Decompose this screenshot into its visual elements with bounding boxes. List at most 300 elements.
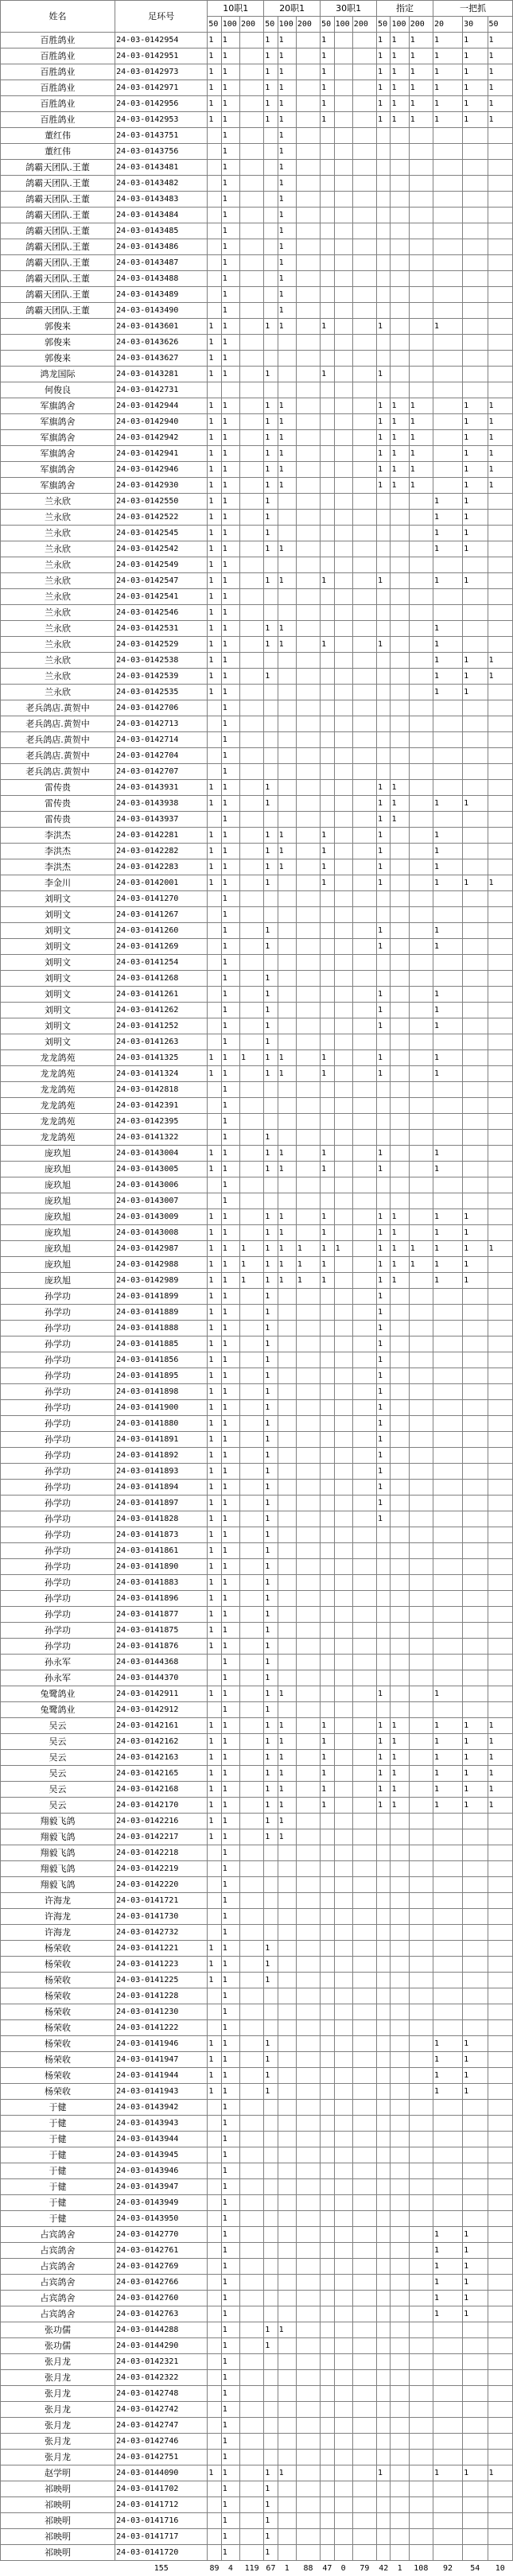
table-row <box>1 446 513 462</box>
entry-cell: 1 <box>221 1162 239 1177</box>
entry-cell <box>239 351 263 367</box>
entry-cell <box>239 2052 263 2068</box>
entry-cell <box>488 2052 513 2068</box>
entry-cell <box>296 844 320 859</box>
entry-cell <box>409 1893 433 1909</box>
entry-cell <box>488 2179 513 2195</box>
entry-cell <box>433 208 462 223</box>
ring-cell: 24-03-0143490 <box>115 303 208 319</box>
owner-cell: 老兵鸽店.黄贺中 <box>1 764 115 780</box>
entry-cell <box>409 2275 433 2291</box>
entry-cell <box>278 1034 296 1050</box>
entry-cell: 1 <box>377 1336 391 1352</box>
entry-cell <box>278 2386 296 2402</box>
entry-cell: 1 <box>208 526 221 541</box>
entry-cell <box>296 2402 320 2418</box>
header-sub: 100 <box>221 17 239 33</box>
entry-cell <box>208 1193 221 1209</box>
entry-cell <box>352 621 376 637</box>
entry-cell <box>334 2322 352 2338</box>
entry-cell <box>239 716 263 732</box>
owner-cell: 张月龙 <box>1 2450 115 2465</box>
entry-cell: 1 <box>463 2259 488 2275</box>
entry-cell <box>296 780 320 796</box>
owner-cell: 祁映明 <box>1 2529 115 2545</box>
table-row <box>1 1400 513 1416</box>
entry-cell <box>334 859 352 875</box>
entry-cell <box>488 2100 513 2116</box>
entry-cell <box>334 780 352 796</box>
table-row <box>1 430 513 446</box>
entry-cell <box>391 589 409 605</box>
table-row <box>1 1718 513 1734</box>
entry-cell <box>488 2243 513 2259</box>
entry-cell <box>463 939 488 955</box>
entry-cell: 1 <box>208 1464 221 1480</box>
entry-cell: 1 <box>488 1750 513 1766</box>
entry-cell <box>463 1909 488 1925</box>
entry-cell <box>409 748 433 764</box>
entry-cell <box>488 2227 513 2243</box>
entry-cell: 1 <box>221 2132 239 2147</box>
ring-cell: 24-03-0142217 <box>115 1829 208 1845</box>
header-group-5: 一把抓 <box>433 1 512 17</box>
entry-cell <box>239 2434 263 2450</box>
entry-cell: 1 <box>208 1607 221 1623</box>
table-row <box>1 2370 513 2386</box>
entry-cell: 1 <box>221 2275 239 2291</box>
entry-cell <box>208 2100 221 2116</box>
ring-cell: 24-03-0142165 <box>115 1766 208 1782</box>
entry-cell <box>352 700 376 716</box>
entry-cell <box>278 685 296 700</box>
entry-cell <box>278 1018 296 1034</box>
entry-cell <box>433 2418 462 2434</box>
entry-cell: 1 <box>377 939 391 955</box>
entry-cell <box>239 1480 263 1496</box>
entry-cell <box>377 653 391 669</box>
entry-cell <box>296 494 320 510</box>
entry-cell <box>463 1511 488 1527</box>
entry-cell: 1 <box>433 2068 462 2084</box>
entry-cell: 1 <box>377 1305 391 1321</box>
entry-cell <box>433 1591 462 1607</box>
entry-cell: 1 <box>208 1559 221 1575</box>
ring-cell: 24-03-0141222 <box>115 2020 208 2036</box>
entry-cell <box>264 1988 278 2004</box>
entry-cell <box>352 1829 376 1845</box>
entry-cell: 1 <box>221 1177 239 1193</box>
entry-cell: 1 <box>208 112 221 128</box>
entry-cell <box>296 1146 320 1162</box>
entry-cell <box>278 2052 296 2068</box>
entry-cell <box>239 1639 263 1655</box>
ring-cell: 24-03-0143949 <box>115 2195 208 2211</box>
table-row <box>1 1925 513 1941</box>
entry-cell <box>239 1114 263 1130</box>
entry-cell <box>334 2402 352 2418</box>
entry-cell <box>377 2291 391 2306</box>
entry-cell <box>463 1702 488 1718</box>
entry-cell <box>296 987 320 1003</box>
entry-cell <box>391 2195 409 2211</box>
entry-cell <box>296 1082 320 1098</box>
entry-cell: 1 <box>488 446 513 462</box>
entry-cell <box>463 2418 488 2434</box>
entry-cell <box>463 748 488 764</box>
owner-cell: 刘明文 <box>1 939 115 955</box>
entry-cell <box>409 1861 433 1877</box>
entry-cell <box>296 64 320 80</box>
entry-cell: 1 <box>488 398 513 414</box>
entry-cell: 1 <box>488 653 513 669</box>
entry-cell: 1 <box>409 430 433 446</box>
entry-cell <box>296 2052 320 2068</box>
entry-cell <box>409 1511 433 1527</box>
entry-cell <box>377 1130 391 1146</box>
entry-cell <box>239 1655 263 1670</box>
table-row <box>1 2195 513 2211</box>
entry-cell <box>208 812 221 828</box>
entry-cell: 1 <box>221 1845 239 1861</box>
entry-cell <box>208 2354 221 2370</box>
entry-cell <box>278 1575 296 1591</box>
entry-cell <box>377 2529 391 2545</box>
ring-cell: 24-03-0142283 <box>115 859 208 875</box>
entry-cell <box>321 1289 334 1305</box>
entry-cell <box>321 2497 334 2513</box>
ring-cell: 24-03-0142163 <box>115 1750 208 1766</box>
entry-cell <box>463 891 488 907</box>
entry-cell <box>321 1925 334 1941</box>
entry-cell <box>377 1925 391 1941</box>
entry-cell <box>488 1941 513 1957</box>
entry-cell <box>433 128 462 144</box>
entry-cell <box>391 1114 409 1130</box>
entry-cell <box>296 2481 320 2497</box>
entry-cell <box>352 605 376 621</box>
entry-cell: 1 <box>221 859 239 875</box>
entry-cell <box>264 812 278 828</box>
entry-cell: 1 <box>278 1782 296 1798</box>
entry-cell: 1 <box>391 446 409 462</box>
entry-cell <box>264 287 278 303</box>
entry-cell <box>391 2036 409 2052</box>
entry-cell <box>264 1098 278 1114</box>
entry-cell: 1 <box>377 367 391 382</box>
entry-cell <box>488 2147 513 2163</box>
entry-cell: 1 <box>264 510 278 526</box>
owner-cell: 孙永军 <box>1 1670 115 1686</box>
table-row <box>1 573 513 589</box>
ring-cell: 24-03-0141888 <box>115 1321 208 1336</box>
entry-cell <box>334 2020 352 2036</box>
table-row <box>1 2163 513 2179</box>
entry-cell <box>278 2275 296 2291</box>
entry-cell <box>488 971 513 987</box>
entry-cell: 1 <box>264 2068 278 2084</box>
entry-cell: 1 <box>433 923 462 939</box>
entry-cell <box>352 1146 376 1162</box>
entry-cell <box>296 2529 320 2545</box>
entry-cell: 1 <box>208 844 221 859</box>
entry-cell: 1 <box>221 1352 239 1368</box>
entry-cell <box>321 605 334 621</box>
entry-cell: 1 <box>391 112 409 128</box>
entry-cell: 1 <box>488 33 513 48</box>
entry-cell <box>239 2322 263 2338</box>
entry-cell: 1 <box>221 1925 239 1941</box>
entry-cell: 1 <box>433 96 462 112</box>
entry-cell: 1 <box>221 64 239 80</box>
entry-cell <box>352 939 376 955</box>
entry-cell <box>488 2322 513 2338</box>
entry-cell: 1 <box>221 1973 239 1988</box>
entry-cell: 1 <box>391 1241 409 1257</box>
entry-cell <box>239 1352 263 1368</box>
entry-cell <box>409 1798 433 1814</box>
entry-cell <box>488 160 513 176</box>
entry-cell: 1 <box>377 1798 391 1814</box>
entry-cell <box>409 2529 433 2545</box>
entry-cell <box>377 494 391 510</box>
entry-cell <box>433 382 462 398</box>
entry-cell <box>488 1686 513 1702</box>
owner-cell: 孙学功 <box>1 1559 115 1575</box>
entry-cell: 1 <box>221 2402 239 2418</box>
entry-cell: 1 <box>221 1782 239 1798</box>
entry-cell <box>463 780 488 796</box>
table-row <box>1 1384 513 1400</box>
entry-cell <box>463 1639 488 1655</box>
entry-cell <box>409 2004 433 2020</box>
entry-cell: 1 <box>278 160 296 176</box>
entry-cell: 1 <box>208 828 221 844</box>
entry-cell <box>239 637 263 653</box>
owner-cell: 孙学功 <box>1 1623 115 1639</box>
entry-cell: 1 <box>264 1416 278 1432</box>
entry-cell <box>296 764 320 780</box>
entry-cell <box>278 907 296 923</box>
entry-cell <box>239 764 263 780</box>
entry-cell <box>334 2434 352 2450</box>
entry-cell <box>463 859 488 875</box>
entry-cell: 1 <box>221 478 239 494</box>
owner-cell: 孙学功 <box>1 1575 115 1591</box>
entry-cell <box>391 2338 409 2354</box>
entry-cell: 1 <box>377 987 391 1003</box>
entry-cell <box>433 1416 462 1432</box>
entry-cell <box>377 2036 391 2052</box>
entry-cell <box>352 1670 376 1686</box>
ring-cell: 24-03-0142971 <box>115 80 208 96</box>
ring-cell: 24-03-0142769 <box>115 2259 208 2275</box>
table-row <box>1 2259 513 2275</box>
entry-cell <box>488 1559 513 1575</box>
entry-cell: 1 <box>221 732 239 748</box>
entry-cell: 1 <box>221 875 239 891</box>
entry-cell: 1 <box>264 2322 278 2338</box>
ring-cell: 24-03-0143487 <box>115 255 208 271</box>
entry-cell: 1 <box>208 859 221 875</box>
entry-cell: 1 <box>391 1734 409 1750</box>
entry-cell: 1 <box>208 1718 221 1734</box>
entry-cell <box>334 1798 352 1814</box>
entry-cell <box>239 2004 263 2020</box>
entry-cell <box>334 1209 352 1225</box>
entry-cell: 1 <box>264 541 278 557</box>
entry-cell <box>352 2354 376 2370</box>
entry-cell <box>409 128 433 144</box>
entry-cell <box>239 1607 263 1623</box>
entry-cell <box>463 1686 488 1702</box>
table-row <box>1 1146 513 1162</box>
entry-cell <box>391 367 409 382</box>
table-row <box>1 1639 513 1655</box>
ring-cell: 24-03-0141262 <box>115 1003 208 1018</box>
entry-cell <box>334 923 352 939</box>
entry-cell <box>296 669 320 685</box>
entry-cell <box>377 2338 391 2354</box>
entry-cell: 1 <box>208 1336 221 1352</box>
entry-cell <box>278 2100 296 2116</box>
entry-cell <box>463 176 488 192</box>
entry-cell <box>488 239 513 255</box>
entry-cell <box>409 1368 433 1384</box>
entry-cell <box>352 446 376 462</box>
entry-cell <box>296 812 320 828</box>
entry-cell: 1 <box>208 1575 221 1591</box>
entry-cell: 1 <box>321 844 334 859</box>
entry-cell <box>239 1543 263 1559</box>
entry-cell <box>377 1814 391 1829</box>
entry-cell: 1 <box>463 446 488 462</box>
entry-cell <box>321 2004 334 2020</box>
entry-cell: 1 <box>433 1273 462 1289</box>
entry-cell <box>264 176 278 192</box>
entry-cell <box>278 875 296 891</box>
entry-cell <box>433 1925 462 1941</box>
table-row <box>1 605 513 621</box>
entry-cell <box>239 2132 263 2147</box>
entry-cell: 1 <box>208 796 221 812</box>
entry-cell <box>239 1146 263 1162</box>
entry-cell <box>391 1559 409 1575</box>
entry-cell <box>391 1591 409 1607</box>
entry-cell <box>391 1861 409 1877</box>
entry-cell <box>296 144 320 160</box>
entry-cell <box>334 2386 352 2402</box>
entry-cell <box>264 303 278 319</box>
entry-cell <box>433 1305 462 1321</box>
entry-cell: 1 <box>221 1623 239 1639</box>
entry-cell <box>264 605 278 621</box>
entry-cell: 1 <box>208 1241 221 1257</box>
entry-cell: 1 <box>208 1209 221 1225</box>
entry-cell <box>488 1146 513 1162</box>
entry-cell: 1 <box>221 144 239 160</box>
entry-cell: 1 <box>278 176 296 192</box>
entry-cell: 1 <box>264 1003 278 1018</box>
entry-cell <box>433 589 462 605</box>
owner-cell: 鸽霸天团队.王董 <box>1 208 115 223</box>
entry-cell: 1 <box>208 351 221 367</box>
entry-cell <box>409 732 433 748</box>
entry-cell: 1 <box>278 1241 296 1257</box>
entry-cell <box>321 462 334 478</box>
entry-cell: 1 <box>221 1464 239 1480</box>
ring-cell: 24-03-0142953 <box>115 112 208 128</box>
entry-cell <box>239 2020 263 2036</box>
entry-cell: 1 <box>463 796 488 812</box>
entry-cell <box>334 796 352 812</box>
entry-cell <box>463 1336 488 1352</box>
entry-cell: 1 <box>409 462 433 478</box>
owner-cell: 龙龙鸽苑 <box>1 1050 115 1066</box>
entry-cell <box>409 2147 433 2163</box>
entry-cell <box>391 2354 409 2370</box>
owner-cell: 于健 <box>1 2163 115 2179</box>
entry-cell <box>488 303 513 319</box>
total-cell: 89 <box>208 2561 221 2576</box>
entry-cell: 1 <box>463 573 488 589</box>
entry-cell <box>488 208 513 223</box>
entry-cell <box>239 955 263 971</box>
entry-cell <box>352 732 376 748</box>
entry-cell <box>208 2004 221 2020</box>
table-row <box>1 255 513 271</box>
ring-cell: 24-03-0142760 <box>115 2291 208 2306</box>
entry-cell: 1 <box>321 48 334 64</box>
entry-cell: 1 <box>278 303 296 319</box>
owner-cell: 龙龙鸽苑 <box>1 1066 115 1082</box>
entry-cell <box>433 1193 462 1209</box>
entry-cell <box>321 1511 334 1527</box>
table-row <box>1 1289 513 1305</box>
owner-cell: 孙学功 <box>1 1639 115 1655</box>
entry-cell: 1 <box>391 430 409 446</box>
entry-cell: 1 <box>433 510 462 526</box>
entry-cell <box>391 208 409 223</box>
entry-cell <box>296 351 320 367</box>
entry-cell <box>352 1416 376 1432</box>
entry-cell <box>321 653 334 669</box>
entry-cell <box>334 255 352 271</box>
ring-cell: 24-03-0141875 <box>115 1623 208 1639</box>
entry-cell <box>278 1177 296 1193</box>
entry-cell: 1 <box>221 1496 239 1511</box>
entry-cell <box>433 1400 462 1416</box>
table-row <box>1 223 513 239</box>
entry-cell <box>239 1209 263 1225</box>
table-row <box>1 2132 513 2147</box>
owner-cell: 百胜鸽业 <box>1 33 115 48</box>
entry-cell <box>352 2100 376 2116</box>
entry-cell <box>239 2386 263 2402</box>
entry-cell <box>239 1496 263 1511</box>
entry-cell: 1 <box>264 621 278 637</box>
entry-cell <box>433 367 462 382</box>
entry-cell <box>352 2529 376 2545</box>
entry-cell <box>278 1559 296 1575</box>
table-row <box>1 2465 513 2481</box>
table-row <box>1 112 513 128</box>
entry-cell <box>321 1670 334 1686</box>
entry-cell: 1 <box>463 2052 488 2068</box>
owner-cell: 李洪杰 <box>1 828 115 844</box>
ring-cell: 24-03-0143944 <box>115 2132 208 2147</box>
entry-cell: 1 <box>208 669 221 685</box>
